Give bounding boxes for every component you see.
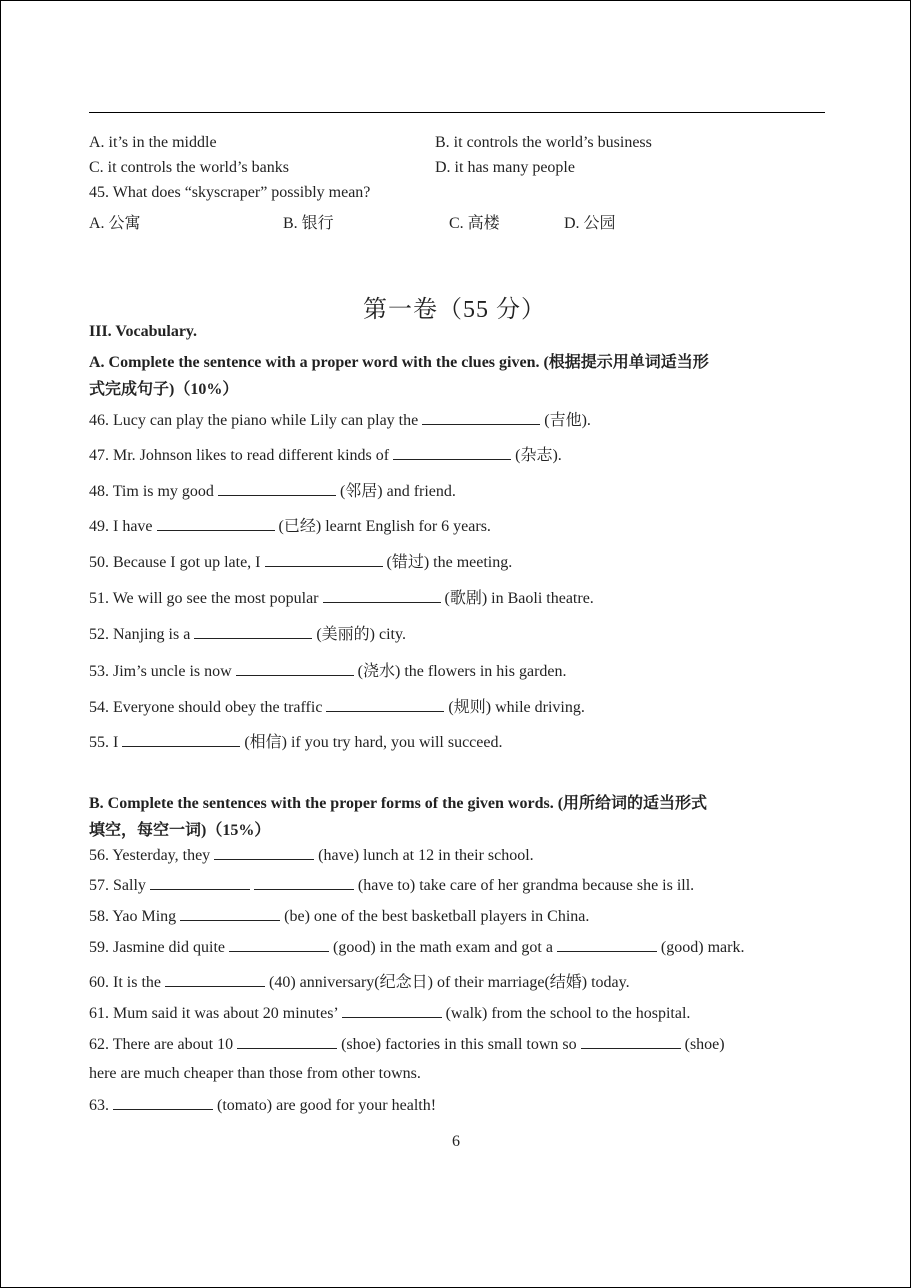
question-47: 47. Mr. Johnson likes to read different kinds of (杂志). bbox=[89, 447, 562, 464]
header-divider bbox=[89, 112, 825, 113]
question-50: 50. Because I got up late, I (错过) the meeting. bbox=[89, 554, 513, 571]
question-62: 62. There are about 10 (shoe) factories in this small town so (shoe) bbox=[89, 1036, 725, 1053]
q44-option-c: C. it controls the world’s banks bbox=[89, 159, 289, 176]
answer-blank-55[interactable] bbox=[122, 732, 240, 747]
question-63: 63. (tomato) are good for your health! bbox=[89, 1097, 437, 1114]
answer-blank-57b[interactable] bbox=[254, 875, 354, 890]
answer-blank-58[interactable] bbox=[180, 906, 280, 921]
answer-blank-51[interactable] bbox=[323, 588, 441, 603]
q44-option-a: A. it’s in the middle bbox=[89, 134, 217, 151]
answer-blank-53[interactable] bbox=[236, 661, 354, 676]
q45-option-a: A. 公寓 bbox=[89, 215, 141, 232]
section-title: 第一卷（55 分） bbox=[363, 297, 546, 323]
answer-blank-63[interactable] bbox=[113, 1095, 213, 1110]
question-55: 55. I (相信) if you try hard, you will succeed. bbox=[89, 734, 503, 751]
answer-blank-62a[interactable] bbox=[237, 1034, 337, 1049]
question-61: 61. Mum said it was about 20 minutes’ (walk) from the school to the hospital. bbox=[89, 1005, 691, 1022]
part3-heading: III. Vocabulary. bbox=[89, 323, 198, 340]
question-49: 49. I have (已经) learnt English for 6 years. bbox=[89, 518, 491, 535]
partB-instruction-line1: B. Complete the sentences with the proper forms of the given words. (用所给词的适当形式 bbox=[89, 795, 708, 812]
q45-question: 45. What does “skyscraper” possibly mean? bbox=[89, 184, 371, 201]
answer-blank-48[interactable] bbox=[218, 481, 336, 496]
answer-blank-46[interactable] bbox=[422, 410, 540, 425]
partA-instruction-line2: 式完成句子)（10%） bbox=[89, 381, 239, 398]
partB-instruction-line2: 填空，每空一词)（15%） bbox=[89, 822, 271, 839]
question-46: 46. Lucy can play the piano while Lily can play the (吉他). bbox=[89, 412, 591, 429]
question-60: 60. It is the (40) anniversary(纪念日) of their marriage(结婚) today. bbox=[89, 974, 630, 991]
q45-option-c: C. 高楼 bbox=[449, 215, 500, 232]
answer-blank-47[interactable] bbox=[393, 445, 511, 460]
q45-option-d: D. 公园 bbox=[564, 215, 616, 232]
question-58: 58. Yao Ming (be) one of the best basketball players in China. bbox=[89, 908, 590, 925]
question-48: 48. Tim is my good (邻居) and friend. bbox=[89, 483, 456, 500]
question-54: 54. Everyone should obey the traffic (规则) while driving. bbox=[89, 699, 585, 716]
q44-option-d: D. it has many people bbox=[435, 159, 575, 176]
page-number: 6 bbox=[452, 1133, 460, 1150]
answer-blank-60[interactable] bbox=[165, 972, 265, 987]
question-56: 56. Yesterday, they (have) lunch at 12 in their school. bbox=[89, 847, 534, 864]
answer-blank-54[interactable] bbox=[326, 697, 444, 712]
question-59: 59. Jasmine did quite (good) in the math exam and got a (good) mark. bbox=[89, 939, 745, 956]
question-52: 52. Nanjing is a (美丽的) city. bbox=[89, 626, 406, 643]
answer-blank-52[interactable] bbox=[194, 624, 312, 639]
answer-blank-62b[interactable] bbox=[581, 1034, 681, 1049]
answer-blank-56[interactable] bbox=[214, 845, 314, 860]
question-62-continued: here are much cheaper than those from other towns. bbox=[89, 1065, 421, 1082]
answer-blank-61[interactable] bbox=[342, 1003, 442, 1018]
question-57: 57. Sally (have to) take care of her grandma because she is ill. bbox=[89, 877, 695, 894]
answer-blank-50[interactable] bbox=[265, 552, 383, 567]
question-53: 53. Jim’s uncle is now (浇水) the flowers in his garden. bbox=[89, 663, 567, 680]
question-51: 51. We will go see the most popular (歌剧) in Baoli theatre. bbox=[89, 590, 594, 607]
q44-option-b: B. it controls the world’s business bbox=[435, 134, 652, 151]
partA-instruction-line1: A. Complete the sentence with a proper word with the clues given. (根据提示用单词适当形 bbox=[89, 354, 709, 371]
answer-blank-59a[interactable] bbox=[229, 937, 329, 952]
answer-blank-49[interactable] bbox=[157, 516, 275, 531]
answer-blank-59b[interactable] bbox=[557, 937, 657, 952]
q45-option-b: B. 银行 bbox=[283, 215, 334, 232]
answer-blank-57a[interactable] bbox=[150, 875, 250, 890]
